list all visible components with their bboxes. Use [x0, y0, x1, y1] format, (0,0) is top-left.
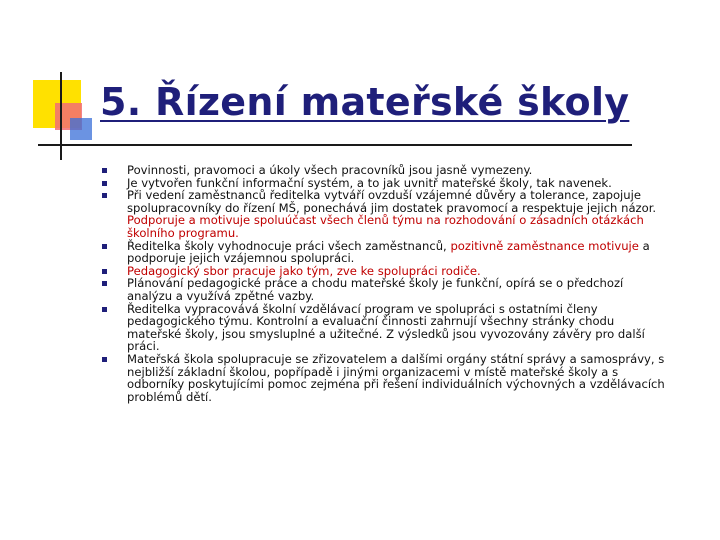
- bullet-square-icon: [102, 168, 107, 173]
- bullet-square-icon: [102, 269, 107, 274]
- bullet-square-icon: [102, 281, 107, 286]
- list-item: [102, 353, 672, 403]
- bullet-square-icon: [102, 357, 107, 362]
- item-text: Povinnosti, pravomoci a úkoly všech pracovníků jsou jasně vymezeny.: [127, 163, 533, 177]
- bullet-square-icon: [102, 307, 107, 312]
- page-title: 5. Řízení mateřské školy: [100, 80, 630, 124]
- item-text: Plánování pedagogické práce a chodu mateřské školy je funkční, opírá se o předchozí analýzu a využívá zpětné vazby.: [127, 276, 624, 303]
- list-item: [102, 189, 672, 239]
- bullet-square-icon: [102, 193, 107, 198]
- bullet-square-icon: [102, 244, 107, 249]
- decorative-horizontal-line: [38, 144, 632, 146]
- item-text: a podporuje jejich vzájemnou spolupráci.: [127, 238, 650, 266]
- item-text-highlight: Pedagogický sbor pracuje jako tým, zve ke spolupráci rodiče.: [127, 263, 481, 278]
- decorative-blue-square: [70, 118, 92, 140]
- bullet-list: [102, 164, 672, 403]
- list-item: [102, 277, 672, 302]
- item-text-highlight: Podporuje a motivuje spoluúčast všech členů týmu na rozhodování o zásadních otázkách školního programu.: [127, 213, 644, 240]
- item-text: Ředitelka vypracovává školní vzdělávací program ve spolupráci s ostatními členy pedagogického týmu. Kontrolní a evaluační činnosti zahrnují všechny stránky chodu mateřské školy, jsou smysluplné a užitečné. Z výsledků jsou vyvozovány závěry pro další práci.: [127, 301, 645, 354]
- item-text: Mateřská škola spolupracuje se zřizovatelem a dalšími orgány státní správy a samosprávy, s nejbližší základní školou, popřípadě i jinými organizacemi v místě mateřské školy a s odborníky poskytujícími pomoc zejména při řešení individuálních výchovných a vzdělávacích problémů dětí.: [127, 351, 665, 404]
- bullet-square-icon: [102, 181, 107, 186]
- item-text: Při vedení zaměstnanců ředitelka vytváří ovzduší vzájemné důvěry a tolerance, zapojuje spolupracovníky do řízení MŠ, ponechává jim dostatek pravomocí a respektuje jejich názor.: [127, 188, 657, 215]
- decorative-vertical-line: [60, 72, 62, 160]
- item-text: Je vytvořen funkční informační systém, a to jak uvnitř mateřské školy, tak navenek.: [127, 175, 612, 190]
- item-text-highlight: pozitivně zaměstnance motivuje: [450, 238, 639, 253]
- list-item: [102, 240, 672, 265]
- list-item: [102, 303, 672, 353]
- item-text: Ředitelka školy vyhodnocuje práci všech zaměstnanců,: [127, 238, 451, 253]
